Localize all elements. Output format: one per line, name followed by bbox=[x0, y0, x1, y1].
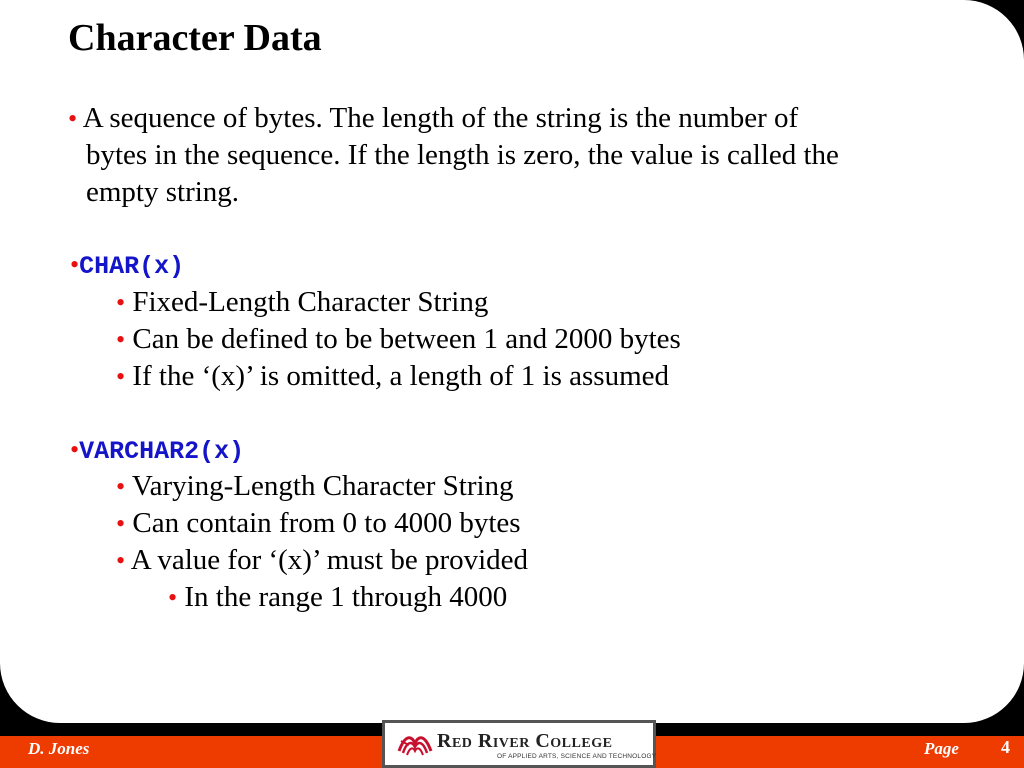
bullet-icon: • bbox=[68, 104, 78, 133]
bullet-icon: • bbox=[70, 250, 80, 279]
char-item-3: • If the ‘(x)’ is omitted, a length of 1 is assumed bbox=[116, 360, 670, 392]
intro-line-3: empty string. bbox=[86, 176, 240, 208]
rrc-crest-icon bbox=[397, 731, 433, 762]
college-logo bbox=[382, 720, 656, 768]
logo-subtitle: OF APPLIED ARTS, SCIENCE AND TECHNOLOGY bbox=[497, 753, 657, 760]
char-item-1: • Fixed-Length Character String bbox=[116, 286, 489, 318]
bullet-icon: • bbox=[116, 362, 126, 391]
bullet-icon: • bbox=[116, 472, 126, 501]
varchar2-subitem-1: • In the range 1 through 4000 bbox=[168, 581, 508, 613]
intro-line-2: bytes in the sequence. If the length is zero, the value is called the bbox=[86, 139, 839, 171]
varchar2-item-2: • Can contain from 0 to 4000 bytes bbox=[116, 507, 521, 539]
footer-author: D. Jones bbox=[28, 739, 90, 758]
bullet-icon: • bbox=[168, 583, 178, 612]
bullet-icon: • bbox=[116, 325, 126, 354]
footer-page-number: 4 bbox=[1001, 737, 1010, 757]
bullet-icon: • bbox=[116, 288, 126, 317]
bullet-icon: • bbox=[116, 546, 126, 575]
slide-title: Character Data bbox=[68, 17, 322, 59]
logo-name: Red River College bbox=[437, 730, 613, 752]
bullet-icon: • bbox=[70, 435, 80, 464]
footer-page-label: Page bbox=[924, 739, 959, 758]
char-heading: •CHAR(x) bbox=[70, 250, 185, 281]
char-item-2: • Can be defined to be between 1 and 2000 bytes bbox=[116, 323, 681, 355]
varchar2-item-3: • A value for ‘(x)’ must be provided bbox=[116, 544, 529, 576]
intro-line-1: • A sequence of bytes. The length of the string is the number of bbox=[68, 102, 799, 134]
varchar2-item-1: • Varying-Length Character String bbox=[116, 470, 514, 502]
bullet-icon: • bbox=[116, 509, 126, 538]
varchar2-heading: •VARCHAR2(x) bbox=[70, 435, 245, 466]
